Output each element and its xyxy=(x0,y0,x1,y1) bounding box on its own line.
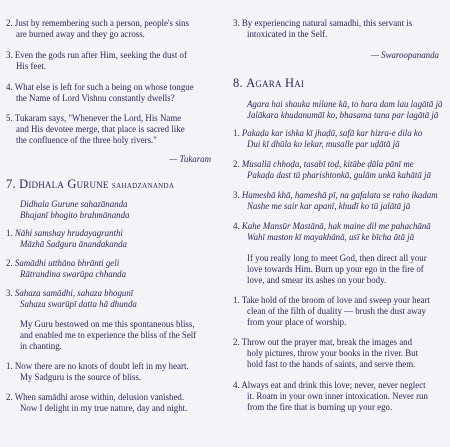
verse-2: 2. Just by remembering such a person, people's sins are burned away and they go across. xyxy=(6,18,190,40)
translation-verse-7-1: 1. Now there are no knots of doubt left in my heart. My Sadguru is the source of bliss. xyxy=(6,361,189,383)
section-title-7: 7. Didhala Gurune sahadzananda xyxy=(6,177,175,191)
song-verse-7-3: 3. Sahaza samādhi, sahaza bhogunī Sahaza swarūpī datta hā dhunda xyxy=(6,288,137,310)
attribution-swaroopananda: — Swaroopananda xyxy=(371,50,439,60)
song-verse-7-2: 2. Samādhi utthāna bhrānti geli Rātrandina swarūpa chhanda xyxy=(6,258,127,280)
translation-intro-7: My Guru bestowed on me this spontaneous bliss, and enabled me to experience the bliss of the Self in chanting. xyxy=(20,319,197,352)
translation-verse-8-1: 1. Take hold of the broom of love and sweep your heart clean of the filth of duality — brush the dust away from your place of worship. xyxy=(233,295,430,328)
verse-3: 3. Even the gods run after Him, seeking the dust of His feet. xyxy=(6,50,187,72)
song-verse-8-2: 2. Musallā chhoḍa, tasabī toḍ, kitābe ḍāla pānī me Pakaḍa dast tū pharishtonkā, gulām unkā kahātā jā xyxy=(233,159,431,181)
refrain-8: Agara hai shauka milane kā, to hara dam lau lagātā jā Jalākara khudanumāī ko, bhasama tana par lagātā jā xyxy=(247,99,443,121)
translation-verse-8-4: 4. Always eat and drink this love; never, never neglect it. Roam in your own inner intoxication. Never run from the fire that is burning up your ego. xyxy=(233,380,428,413)
attribution-tukaram: — Tukaram xyxy=(169,154,211,164)
verse-4: 4. What else is left for such a being on whose tongue the Name of Lord Vishnu constantly dwells? xyxy=(6,82,194,104)
translation-intro-8: If you really long to meet God, then direct all your love towards Him. Burn up your ego in the fire of love, and smear its ashes on your body. xyxy=(247,253,427,286)
translation-verse-7-2: 2. When samādhi arose within, delusion vanished. Now I delight in my true nature, day and night. xyxy=(6,392,188,414)
translation-verse-8-2: 2. Throw out the prayer mat, break the images and holy pictures, throw your books in the river. But hold fast to the hands of saints, and serve them. xyxy=(233,337,419,370)
section-title-8: 8. Agara Hai xyxy=(233,76,305,90)
verse-3-swaroopananda: 3. By experiencing natural samadhi, this servant is intoxicated in the Self. xyxy=(233,18,413,40)
verse-5: 5. Tukaram says, "Whenever the Lord, His Name and His devotee merge, that place is sacred like the confluence of the three holy rivers." xyxy=(6,113,185,146)
song-verse-8-1: 1. Pakaḍa kar ishka kī jhaḍū, safā kar hizra-e dila ko Dui kī dhūla ko lekar, musalle par uḍātā jā xyxy=(233,128,423,150)
refrain-7: Didhala Gurune sahazānanda Bhajanī bhogito brahmānanda xyxy=(20,199,130,221)
song-verse-8-4: 4. Kahe Mansūr Mastānā, hak maine dil me pahachānā Wahī maston kī mayakhānā, usī ke bīcha ātā jā xyxy=(233,221,431,243)
song-verse-7-1: 1. Nāhi samshay hrudayagranthi Māzhā Sadguru ānandakanda xyxy=(6,228,127,250)
song-verse-8-3: 3. Hameshā khā, hameshā pī, na gafalata se raho ikadam Nashe me sair kar apanī, khudī ko tū jalātā jā xyxy=(233,190,438,212)
